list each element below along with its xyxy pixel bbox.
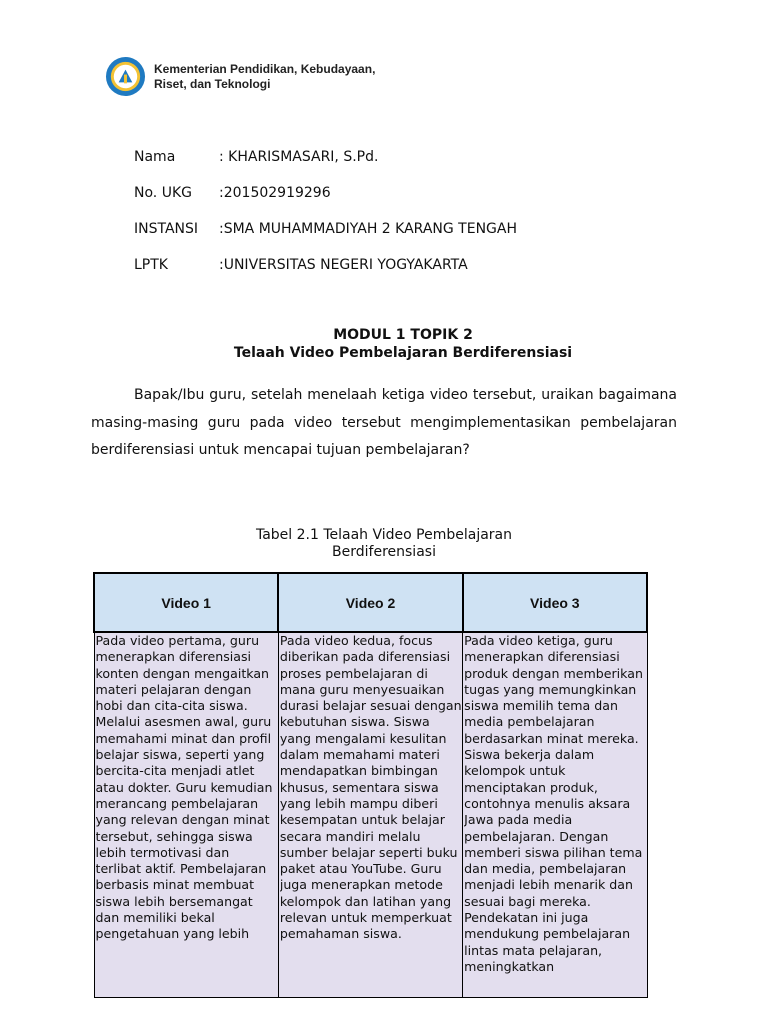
caption-line1: Tabel 2.1 Telaah Video Pembelajaran [255,527,513,543]
header-logo-block [105,56,375,97]
cell-video-3 [463,632,647,998]
identity-row-nama [134,146,517,182]
header-video-1: Video 1 [94,573,278,632]
header-video-3: Video 3 [463,573,647,632]
identity-value: :UNIVERSITAS NEGERI YOGYAKARTA [219,257,468,273]
identity-row-lptk [134,254,517,290]
table-caption [234,527,534,561]
cell-text: Pada video pertama, guru menerapkan diferensiasi konten dengan mengaitkan materi pelajaran dengan hobi dan cita-cita siswa. Melalui asesmen awal, guru memahami minat dan profil belajar siswa, seperti yang bercita-cita menjadi atlet atau dokter. Guru kemudian merancang pembelajaran yang relevan dengan minat tersebut, sehingga siswa lebih termotivasi dan terlibat aktif. Pembelajaran berbasis minat membuat siswa lebih bersemangat dan memiliki bekal pengetahuan yang lebih [95,633,273,942]
cell-video-2 [278,632,462,998]
identity-row-instansi [134,218,517,254]
cell-text: Pada video kedua, focus diberikan pada diferensiasi proses pembelajaran di mana guru menyesuaikan durasi belajar sesuai dengan kebutuhan siswa. Siswa yang mengalami kesulitan dalam memahami materi mendapatkan bimbingan khusus, sementara siswa yang lebih mampu diberi kesempatan untuk belajar secara mandiri melalu sumber belajar seperti buku paket atau YouTube. Guru juga menerapkan metode kelompok dan latihan yang relevan untuk memperkuat pemahaman siswa. [279,633,462,942]
identity-row-ukg [134,182,517,218]
cell-text: Pada video ketiga, guru menerapkan diferensiasi produk dengan memberikan tugas yang memungkinkan siswa memilih tema dan media pembelajaran berdasarkan minat mereka. Siswa bekerja dalam kelompok untuk menciptakan produk, contohnya menulis aksara Jawa pada media pembelajaran. Dengan memberi siswa pilihan tema dan media, pembelajaran menjadi lebih menarik dan sesuai bagi mereka. Pendekatan ini juga mendukung pembelajaran lintas mata pelajaran, meningkatkan [464,633,643,974]
identity-value: : KHARISMASARI, S.Pd. [219,149,379,165]
identity-label: INSTANSI [134,221,199,237]
identity-block [134,146,517,290]
question-paragraph: Bapak/Ibu guru, setelah menelaah ketiga video tersebut, uraikan bagaimana masing-masing guru pada video tersebut mengimplementasikan pembelajaran berdiferensiasi untuk mencapai tujuan pembelajaran? [91,387,677,458]
identity-value: :SMA MUHAMMADIYAH 2 KARANG TENGAH [219,221,518,237]
org-name-line2: Riset, dan Teknologi [154,76,271,91]
table-row [94,632,647,998]
caption-line2: Berdiferensiasi [332,544,436,560]
video-review-table [93,572,648,998]
kemendikbud-logo-icon [105,56,146,97]
identity-value: :201502919296 [219,185,331,201]
table-header-row [94,573,647,632]
identity-label: Nama [134,149,176,165]
header-video-2: Video 2 [278,573,462,632]
title-line1: MODUL 1 TOPIK 2 [333,327,473,343]
identity-label: LPTK [134,257,168,273]
identity-label: No. UKG [134,185,192,201]
document-title [0,326,768,362]
cell-video-1 [94,632,278,998]
org-name-line1: Kementerian Pendidikan, Kebudayaan, [154,61,376,76]
title-line2: Telaah Video Pembelajaran Berdiferensiasi [233,345,573,361]
